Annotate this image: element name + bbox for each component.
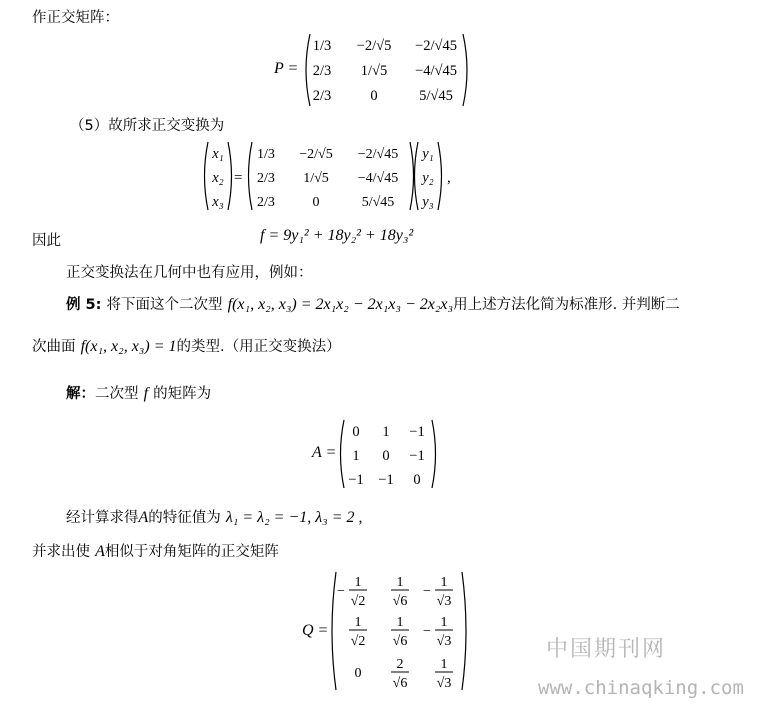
- q-entry: 0: [354, 666, 362, 681]
- a-symbol: A: [138, 509, 149, 526]
- q-r2c1: [349, 615, 367, 649]
- q-r3c2: [391, 657, 409, 691]
- a-r1c1: 0: [352, 424, 360, 440]
- q-numerator: 1: [440, 657, 448, 672]
- a-r1c3: −1: [409, 424, 425, 440]
- p-r3c1: 2/3: [312, 88, 332, 104]
- eigenvalues: λ₁ = λ₂ = −1, λ₃ = 2 ,: [225, 509, 363, 526]
- q-r2c2: [391, 615, 409, 649]
- equals-sign: =: [234, 170, 243, 186]
- p-r2c1: 2/3: [312, 63, 332, 79]
- example-text-2: 用上述方法化简为标准形. 并判断二: [453, 297, 680, 313]
- q-numerator: 2: [396, 657, 404, 672]
- a-symbol-2: A: [95, 543, 105, 560]
- q-r1c2: [391, 575, 409, 609]
- t-r2c1: 2/3: [257, 171, 275, 186]
- q-minus-sign: −: [423, 584, 431, 599]
- f-symbol: f: [143, 385, 149, 402]
- matrix-a: [336, 416, 442, 492]
- text-line-3: 因此: [32, 233, 61, 249]
- t-r3c2: 0: [312, 195, 320, 210]
- solution-text-2: 的矩阵为: [153, 386, 212, 402]
- eigen-text-2: 的特征值为: [148, 510, 221, 526]
- q-numerator: 1: [354, 615, 362, 630]
- surface-text-2: 的类型.（用正交变换法）: [176, 339, 341, 355]
- quadratic-form: f(x₁, x₂, x₃) = 2x₁x₂ − 2x₁x₃ − 2x₂x₃: [227, 296, 454, 313]
- ortho-text-1: 并求出使: [32, 544, 90, 560]
- matrix-p: [300, 30, 475, 110]
- eigenvalue-line: [66, 506, 363, 527]
- q-r3c1: [355, 666, 362, 681]
- q-numerator: 1: [440, 575, 448, 590]
- y-vec-2: y₂: [422, 170, 434, 186]
- a-r3c2: −1: [378, 472, 394, 488]
- q-denominator: √3: [436, 594, 452, 609]
- p-r1c1: 1/3: [312, 38, 332, 54]
- q-denominator: √3: [436, 676, 452, 691]
- y-vec-1: y₁: [422, 146, 434, 162]
- watermark-cn: 中国期刊网: [546, 637, 667, 662]
- q-denominator: √3: [436, 634, 452, 649]
- p-r3c3: 5/√45: [419, 88, 453, 104]
- example-5-line-2: [32, 335, 341, 356]
- t-r1c3: −2/√45: [357, 147, 399, 162]
- surface-text-1: 次曲面: [32, 339, 76, 355]
- x-vec-3: x₃: [212, 194, 224, 210]
- q-numerator: 1: [354, 575, 362, 590]
- q-denominator: √6: [392, 594, 408, 609]
- x-vec-1: x₁: [212, 146, 224, 162]
- t-r1c2: −2/√5: [299, 147, 333, 162]
- a-r3c1: −1: [348, 472, 364, 488]
- text-line-1: 作正交矩阵：: [32, 10, 119, 26]
- matrix-a-label: A =: [312, 444, 337, 461]
- p-r3c2: 0: [370, 88, 378, 104]
- orthogonal-transform: [198, 138, 468, 214]
- t-r2c2: 1/√5: [303, 171, 329, 186]
- a-r2c3: −1: [409, 448, 425, 464]
- y-vec-3: y₃: [422, 194, 434, 210]
- p-r2c2: 1/√5: [360, 63, 388, 79]
- watermark-url: www.chinaqking.com: [538, 677, 744, 699]
- solution-line: [66, 382, 211, 403]
- matrix-p-label: P =: [274, 60, 299, 77]
- t-r3c1: 2/3: [257, 195, 275, 210]
- p-r1c2: −2/√5: [356, 38, 392, 54]
- t-r3c3: 5/√45: [361, 195, 395, 210]
- a-r2c1: 1: [352, 448, 360, 464]
- example-label: 例 5:: [66, 297, 102, 313]
- p-r1c3: −2/√45: [415, 38, 457, 54]
- q-r1c1: [337, 575, 367, 609]
- q-r2c3: [423, 615, 453, 649]
- t-r1c1: 1/3: [257, 147, 275, 162]
- a-r3c3: 0: [413, 472, 421, 488]
- q-r1c3: [423, 575, 453, 609]
- matrix-q: [328, 568, 472, 694]
- q-denominator: √2: [350, 594, 366, 609]
- q-numerator: 1: [440, 615, 448, 630]
- matrix-q-label: Q =: [302, 622, 329, 639]
- q-denominator: √6: [392, 634, 408, 649]
- a-r1c2: 1: [382, 424, 390, 440]
- solution-text-1: 二次型: [95, 386, 139, 402]
- example-5-line: [66, 293, 680, 314]
- t-r2c3: −4/√45: [357, 171, 399, 186]
- x-vec-2: x₂: [212, 170, 224, 186]
- q-denominator: √2: [350, 634, 366, 649]
- q-minus-sign: −: [337, 584, 345, 599]
- q-numerator: 1: [396, 575, 404, 590]
- text-line-2: （5）故所求正交变换为: [70, 118, 225, 134]
- trailing-comma: ,: [447, 170, 451, 186]
- standard-form-equation: f = 9y₁² + 18y₂² + 18y₃²: [260, 227, 414, 244]
- q-denominator: √6: [392, 676, 408, 691]
- p-r2c3: −4/√45: [415, 63, 457, 79]
- surface-equation: f(x₁, x₂, x₃) = 1: [80, 338, 177, 355]
- orthogonal-matrix-line: [32, 540, 279, 561]
- q-r3c3: [435, 657, 453, 691]
- eigen-text-1: 经计算求得: [66, 510, 139, 526]
- text-line-4: 正交变换法在几何中也有应用，例如：: [66, 265, 313, 281]
- ortho-text-2: 相似于对角矩阵的正交矩阵: [104, 544, 279, 560]
- q-numerator: 1: [396, 615, 404, 630]
- example-text-1: 将下面这个二次型: [106, 297, 223, 313]
- a-r2c2: 0: [382, 448, 390, 464]
- solution-label: 解：: [66, 386, 95, 402]
- q-minus-sign: −: [423, 624, 431, 639]
